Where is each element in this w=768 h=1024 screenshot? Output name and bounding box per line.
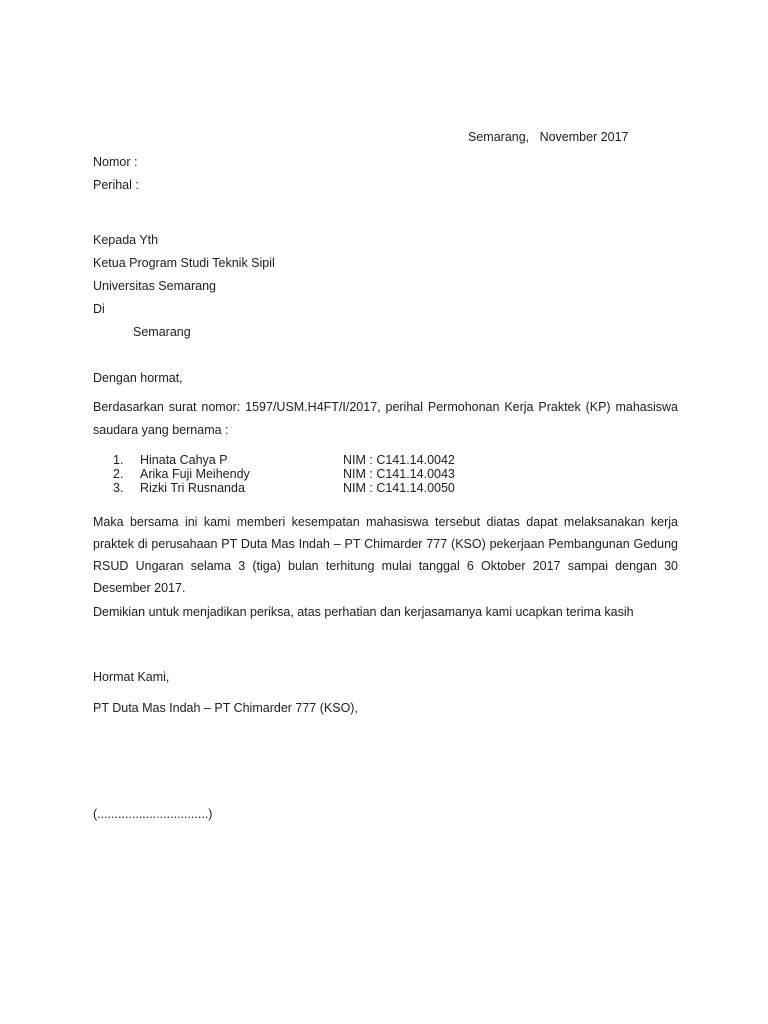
perihal-label: Perihal : xyxy=(93,178,139,192)
student-number: 1. xyxy=(113,453,124,467)
student-nim: NIM : C141.14.0042 xyxy=(343,453,455,467)
recipient-line-ketua: Ketua Program Studi Teknik Sipil xyxy=(93,256,275,270)
date-line: Semarang, November 2017 xyxy=(468,130,629,144)
student-name: Hinata Cahya P xyxy=(140,453,228,467)
paragraph-permission: Maka bersama ini kami memberi kesempatan mahasiswa tersebut diatas dapat melaksanakan kerja praktek di perusahaan PT Duta Mas Indah – PT Chimarder 777 (KSO) pekerjaan Pembangunan Gedung RSUD Ungaran selama 3 (tiga) bulan terhitung mulai tanggal 6 Oktober 2017 sampai dengan 30 Desember 2017. xyxy=(93,515,678,595)
recipient-line-kepada: Kepada Yth xyxy=(93,233,159,247)
student-number: 2. xyxy=(113,467,124,481)
student-name: Rizki Tri Rusnanda xyxy=(140,481,245,495)
student-name: Arika Fuji Meihendy xyxy=(140,467,250,481)
student-nim: NIM : C141.14.0050 xyxy=(343,481,455,495)
closing-salutation: Hormat Kami, xyxy=(93,670,170,684)
paragraph-closing-remark: Demikian untuk menjadikan periksa, atas perhatian dan kerjasamanya kami ucapkan terima kasih xyxy=(93,605,634,619)
recipient-line-universitas: Universitas Semarang xyxy=(93,279,216,293)
student-nim: NIM : C141.14.0043 xyxy=(343,467,455,481)
nomor-label: Nomor : xyxy=(93,155,138,169)
paragraph-basis: Berdasarkan surat nomor: 1597/USM.H4FT/I/2017, perihal Permohonan Kerja Praktek (KP) mahasiswa saudara yang bernama : xyxy=(93,400,678,437)
recipient-line-city: Semarang xyxy=(133,325,191,339)
salutation: Dengan hormat, xyxy=(93,371,183,385)
closing-company: PT Duta Mas Indah – PT Chimarder 777 (KSO), xyxy=(93,701,358,715)
recipient-line-di: Di xyxy=(93,302,105,316)
student-number: 3. xyxy=(113,481,124,495)
signature-placeholder: (................................) xyxy=(93,807,213,821)
